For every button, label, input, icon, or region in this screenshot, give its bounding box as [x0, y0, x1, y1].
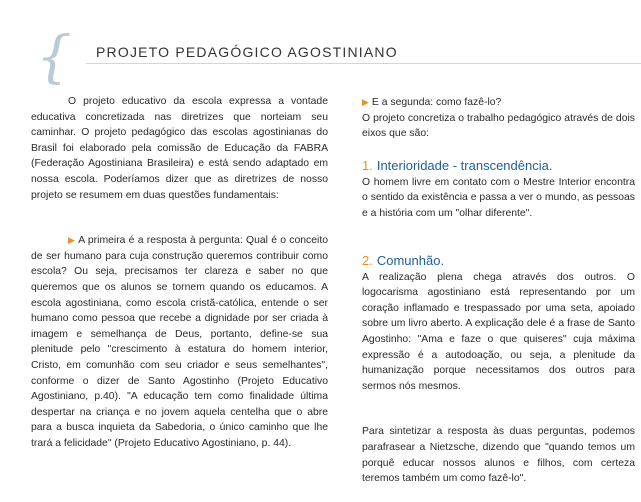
section-number: 2. [362, 252, 373, 268]
arrow-bullet-icon: ▶ [68, 235, 76, 246]
section-heading-interioridade [362, 157, 635, 175]
right-column [362, 95, 635, 487]
section-heading-text: Comunhão. [376, 252, 445, 268]
section-text-interioridade: O homem livre em contato com o Mestre Interior encontra o sentido da existência e passa a ver o mundo, as pessoas e a história com um "olhar diferente". [362, 176, 635, 219]
arrow-bullet-icon: ▶ [362, 97, 369, 107]
intro-paragraph: O projeto educativo da escola expressa a vontade educativa concretizada nas diretrizes que norteiam seu caminhar. O projeto pedagógico das escolas agostinianas do Brasil foi elaborado pela comissão de Educação da FABRA (Federação Agostiniana Brasileira) e está sendo adaptado em nossa escola. Poderíamos dizer que as diretrizes de nosso projeto se resumem em duas questões fundamentais: [31, 96, 328, 201]
section-heading-text: Interioridade - transcendência. [376, 157, 553, 173]
section-text-comunhao: A realização plena chega através dos outros. O logocarisma agostiniano está representando por um coração inflamado e trespassado por uma seta, apoiado sobre um livro aberto. A explicação dele é a frase de Santo Agostinho: "Ama e faze o que quiseres" cuja máxima expressão é a autodoação, ou seja, a plenitude da humanização porque necessitamos dos outros para sermos nós mesmos. [362, 271, 635, 392]
decorative-brace: { [36, 25, 72, 90]
first-answer-paragraph [31, 233, 328, 451]
title-rule [86, 63, 641, 64]
section-heading-comunhao [362, 252, 635, 270]
left-column [31, 94, 328, 451]
page-title: PROJETO PEDAGÓGICO AGOSTINIANO [96, 44, 398, 60]
second-question-text: E a segunda: como fazê-lo? [371, 97, 502, 108]
section-number: 1. [362, 157, 373, 173]
closing-paragraph: Para sintetizar a resposta às duas perguntas, podemos parafrasear a Nietzsche, dizendo que "quando temos um porquê educar nossos alunos e filhos, com certeza teremos também um como fazê-lo". [362, 426, 635, 485]
first-answer-text: A primeira é a resposta à pergunta: Qual é o conceito de ser humano para cuja construção queremos contribuir como escola? Ou seja, precisamos ter clareza e saber no que queremos que os alunos se tornem quando os educamos. A escola agostiniana, como escola cristã-católica, entende o ser humano como pessoa que recebe a dignidade por ser criada à imagem e semelhança de Deus, portanto, define-se sua plenitude pelo "crescimento à estatura do homem interior, Cristo, em comunhão com seu criador e seus semelhantes", conforme o dizer de Santo Agostinho (Projeto Educativo Agostiniano, p.40). "A educação tem como finalidade última despertar na criança e no jovem aquela centelha que o abre para a busca inquieta da Sabedoria, o único caminho que lhe trará a felicidade" (Projeto Educativo Agostiniano, p. 44). [31, 235, 329, 449]
second-intro: O projeto concretiza o trabalho pedagógico através de dois eixos que são: [362, 112, 635, 140]
second-question [362, 95, 635, 111]
